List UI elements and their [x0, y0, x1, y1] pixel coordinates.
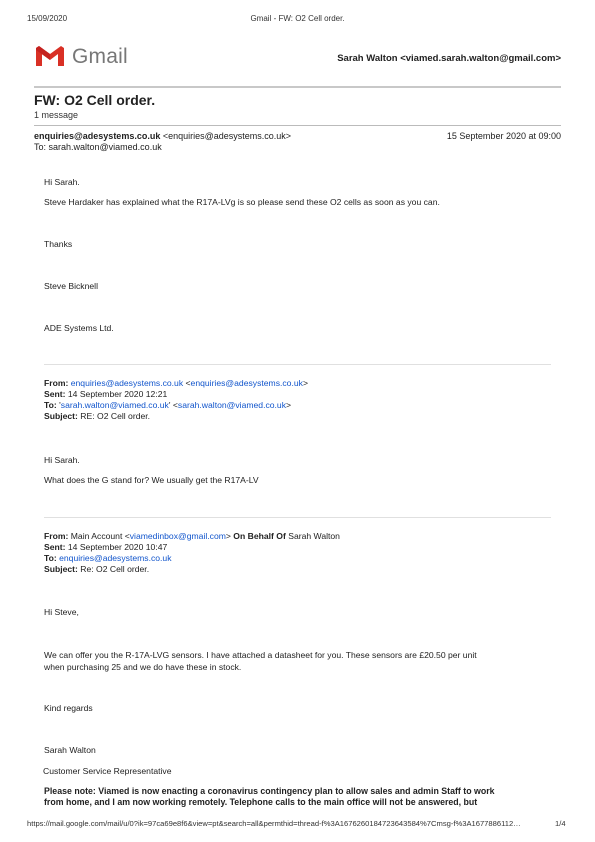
notice-line-2: from home, and I am now working remotely. Telephone calls to the main office will not be answered, but — [44, 797, 478, 807]
sent-label: Sent: — [44, 389, 66, 399]
from-label: From: — [44, 378, 69, 388]
body-greeting: Hi Sarah. — [44, 177, 80, 187]
to-label: To: — [44, 553, 57, 563]
sender-email: enquiries@adesystems.co.uk — [34, 131, 161, 141]
gmail-wordmark: Gmail — [72, 45, 128, 68]
quoted-1-subject-value: RE: O2 Cell order. — [80, 411, 151, 421]
quoted-2-regards: Kind regards — [44, 703, 93, 713]
body-signature-name: Steve Bicknell — [44, 281, 98, 291]
sender-full-address: <enquiries@adesystems.co.uk> — [162, 131, 292, 141]
coronavirus-notice — [44, 786, 554, 808]
quoted-2-from-name: Main Account — [70, 531, 123, 541]
subject-label: Subject: — [44, 411, 78, 421]
quoted-1-greeting: Hi Sarah. — [44, 455, 80, 465]
print-url: https://mail.google.com/mail/u/0?ik=97ca69e8f6&view=pt&search=all&permthid=thread-f%3A1676260184723643584%7Cmsg-f%3A16778861​12… — [27, 819, 521, 828]
print-date: 15/09/2020 — [27, 14, 68, 23]
quoted-1-to: To: 'sarah.walton@viamed.co.uk' <sarah.walton@viamed.co.uk> — [44, 400, 292, 410]
sent-label: Sent: — [44, 542, 66, 552]
quoted-2-to-link[interactable]: enquiries@adesystems.co.uk — [59, 553, 172, 563]
quoted-2-greeting: Hi Steve, — [44, 607, 79, 617]
quoted-2-paragraph-line-1: We can offer you the R-17A-LVG sensors. I have attached a datasheet for you. These sensors are £20.50 per unit — [44, 650, 477, 660]
quoted-2-sent — [44, 542, 340, 553]
quote-divider-2 — [44, 517, 551, 518]
subject-divider — [34, 125, 561, 126]
quoted-2-paragraph-line-2: when purchasing 25 and we do have these in stock. — [44, 662, 242, 672]
quoted-1-sent — [44, 389, 308, 400]
quoted-2-subject-value: Re: O2 Cell order. — [80, 564, 150, 574]
quoted-1-sent-value: 14 September 2020 12:21 — [67, 389, 168, 399]
account-name: Sarah Walton <viamed.sarah.walton@gmail.com> — [337, 53, 561, 64]
quoted-2-from-link[interactable]: viamedinbox@gmail.com — [129, 531, 226, 541]
body-signature-company: ADE Systems Ltd. — [44, 323, 114, 333]
quoted-1-to-link-angle[interactable]: sarah.walton@viamed.co.uk — [177, 400, 287, 410]
thread-subject: FW: O2 Cell order. — [34, 92, 156, 108]
message-date: 15 September 2020 at 09:00 — [446, 131, 561, 141]
quoted-1-from-link-angle[interactable]: enquiries@adesystems.co.uk — [190, 378, 303, 388]
to-label: To: — [44, 400, 57, 410]
quote-divider-1 — [44, 364, 551, 365]
message-recipient: To: sarah.walton@viamed.co.uk — [34, 142, 162, 152]
quoted-1-question: What does the G stand for? We usually get the R17A-LV — [44, 475, 259, 485]
message-count: 1 message — [34, 110, 79, 120]
quoted-2-sent-value: 14 September 2020 10:47 — [67, 542, 168, 552]
gmail-m-icon — [34, 44, 66, 68]
quoted-2-signature-role: Customer Service Representative — [43, 766, 172, 776]
subject-label: Subject: — [44, 564, 78, 574]
quoted-1-to-link[interactable]: sarah.walton@viamed.co.uk — [60, 400, 169, 410]
quoted-2-from: From: Main Account <viamedinbox@gmail.com> On Behalf Of Sarah Walton — [44, 531, 340, 541]
notice-line-1: Please note: Viamed is now enacting a coronavirus contingency plan to allow sales and admin Staff to work — [44, 786, 495, 796]
quoted-1-header — [44, 378, 308, 422]
quoted-2-subject — [44, 564, 340, 575]
gmail-logo — [34, 44, 134, 72]
quoted-2-to — [44, 553, 340, 564]
quoted-1-from: From: enquiries@adesystems.co.uk <enquiries@adesystems.co.uk> — [44, 378, 308, 388]
quoted-2-signature-name: Sarah Walton — [44, 745, 96, 755]
quoted-1-from-link[interactable]: enquiries@adesystems.co.uk — [70, 378, 184, 388]
from-label: From: — [44, 531, 69, 541]
on-behalf-label: On Behalf Of — [233, 531, 286, 541]
message-sender — [34, 131, 291, 141]
quoted-2-behalf-name: Sarah Walton — [288, 531, 340, 541]
body-thanks: Thanks — [44, 239, 73, 249]
quoted-2-header — [44, 531, 340, 575]
page-number: 1/4 — [555, 819, 566, 828]
print-title: Gmail - FW: O2 Cell order. — [250, 14, 345, 23]
quoted-1-subject — [44, 411, 308, 422]
header-divider — [34, 86, 561, 88]
body-paragraph: Steve Hardaker has explained what the R17A-LVg is so please send these O2 cells as soon as you can. — [44, 197, 440, 207]
